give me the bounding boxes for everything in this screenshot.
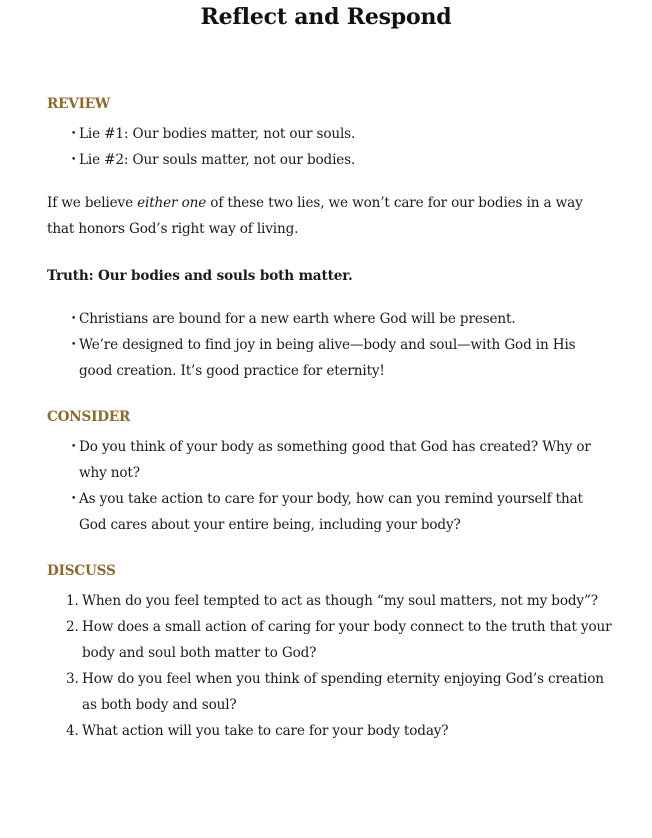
list-item [47,614,612,666]
discuss-heading: DISCUSS [47,563,116,579]
review-list [47,121,612,173]
bullet-icon: • [71,494,77,504]
review-paragraph [47,190,612,242]
list-item-text: We’re designed to find joy in being alive—body and soul—with God in His good creation. It’s good practice for eternity! [79,337,576,379]
list-item [47,121,612,147]
bullet-icon: • [71,442,77,452]
paragraph-emphasis: either one [137,195,207,211]
list-item [47,718,612,744]
truth-statement: Truth: Our bodies and souls both matter. [47,268,353,284]
list-item [47,332,612,384]
list-item-text: Christians are bound for a new earth where God will be present. [79,311,516,327]
list-item [47,666,612,718]
list-item [47,306,612,332]
list-item-text: How does a small action of caring for your body connect to the truth that your body and soul both matter to God? [82,619,612,661]
review-heading: REVIEW [47,96,110,112]
bullet-icon: • [71,155,77,165]
list-item [47,434,612,486]
page-title: Reflect and Respond [200,4,452,30]
list-item [47,588,612,614]
list-number: 2. [66,619,79,635]
bullet-icon: • [71,314,77,324]
paragraph-text: If we believe [47,195,138,211]
list-item [47,486,612,538]
truth-list [47,306,612,384]
bullet-icon: • [71,129,77,139]
list-number: 3. [66,671,79,687]
consider-heading: CONSIDER [47,409,131,425]
list-item [47,147,612,173]
list-item-text: What action will you take to care for your body today? [82,723,449,739]
list-number: 1. [66,593,79,609]
list-item-text: Lie #1: Our bodies matter, not our souls. [79,126,356,142]
paragraph-text: of these two lies, we won’t care for our bodies in a way that honors God’s right way of living. [47,195,583,237]
list-item-text: Do you think of your body as something good that God has created? Why or why not? [79,439,591,481]
list-number: 4. [66,723,79,739]
list-item-text: How do you feel when you think of spending eternity enjoying God’s creation as both body and soul? [82,671,604,713]
list-item-text: As you take action to care for your body, how can you remind yourself that God cares about your entire being, including your body? [79,491,583,533]
content [47,92,612,744]
discuss-list [47,588,612,744]
list-item-text: Lie #2: Our souls matter, not our bodies. [79,152,356,168]
consider-list [47,434,612,538]
bullet-icon: • [71,340,77,350]
list-item-text: When do you feel tempted to act as though “my soul matters, not my body”? [82,593,598,609]
